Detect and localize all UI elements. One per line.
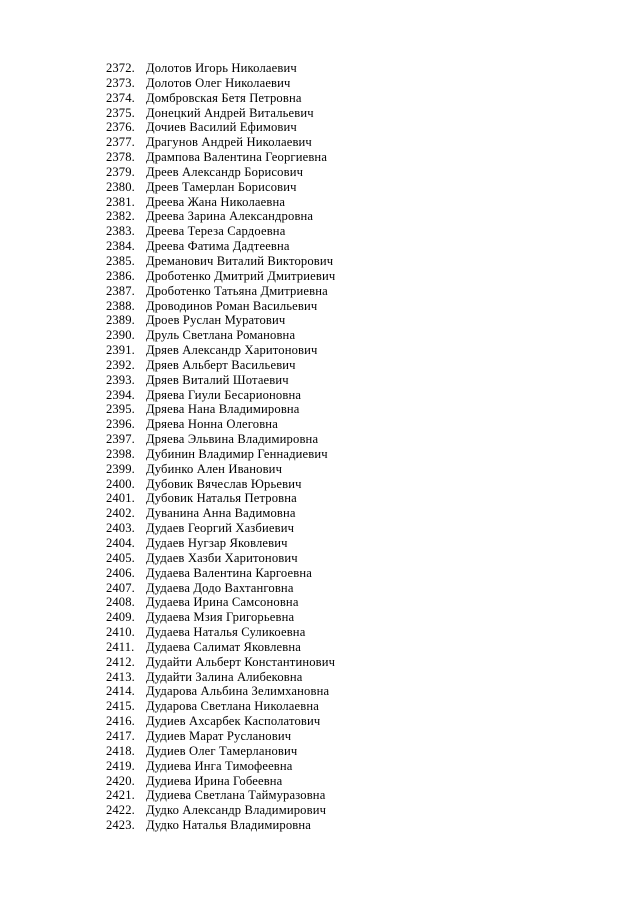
entry-number: 2389. [106,313,135,328]
entry-number: 2422. [106,803,135,818]
entry-number: 2378. [106,150,135,165]
list-item [106,269,335,284]
entry-number: 2405. [106,550,135,565]
list-item [106,135,335,150]
entry-full-name: Дудаев Хазби Харитонович [146,550,298,565]
entry-full-name: Дреев Тамерлан Борисович [146,179,297,194]
entry-full-name: Дудаева Додо Вахтанговна [146,580,294,595]
entry-full-name: Дроботенко Дмитрий Дмитриевич [146,268,336,283]
entry-full-name: Дудиева Инга Тимофеевна [146,758,293,773]
list-item [106,506,335,521]
entry-number: 2386. [106,268,135,283]
list-item [106,91,335,106]
numbered-name-list [106,61,335,833]
entry-full-name: Дочиев Василий Ефимович [146,120,297,135]
entry-number: 2408. [106,595,135,610]
list-item [106,581,335,596]
entry-full-name: Дудаева Салимат Яковлевна [146,639,301,654]
list-item [106,61,335,76]
entry-full-name: Дудко Наталья Владимировна [146,818,312,833]
entry-number: 2388. [106,298,135,313]
entry-full-name: Дубовик Наталья Петровна [146,491,297,506]
entry-full-name: Дудиева Ирина Гобеевна [146,773,283,788]
entry-number: 2401. [106,491,135,506]
entry-number: 2375. [106,105,135,120]
list-item [106,328,335,343]
entry-number: 2407. [106,580,135,595]
entry-number: 2385. [106,253,135,268]
entry-full-name: Дреманович Виталий Викторович [146,253,334,268]
entry-full-name: Дудаев Нугзар Яковлевич [146,536,288,550]
entry-number: 2376. [106,120,135,135]
list-item [106,491,335,506]
entry-full-name: Дряева Эльвина Владимировна [146,432,319,447]
entry-full-name: Домбровская Бетя Петровна [146,90,302,105]
list-item [106,417,335,432]
entry-number: 2383. [106,224,135,239]
entry-number: 2394. [106,387,135,402]
entry-full-name: Друль Светлана Романовна [146,328,296,343]
list-item [106,299,335,314]
list-item [106,106,335,121]
entry-number: 2421. [106,788,135,803]
list-item [106,744,335,759]
entry-full-name: Дреев Александр Борисович [146,164,304,179]
list-item [106,150,335,165]
entry-full-name: Драгунов Андрей Николаевич [146,135,312,150]
list-item [106,388,335,403]
list-item [106,536,335,551]
entry-full-name: Дряева Гиули Бесарионовна [146,387,302,402]
entry-number: 2390. [106,328,135,343]
entry-number: 2400. [106,476,135,491]
list-item [106,610,335,625]
list-item [106,566,335,581]
entry-number: 2411. [106,639,135,654]
list-item [106,477,335,492]
list-item [106,313,335,328]
entry-number: 2413. [106,669,135,684]
list-item [106,803,335,818]
list-item [106,788,335,803]
entry-full-name: Дудаева Мзия Григорьевна [146,610,295,625]
entry-full-name: Дудайти Залина Алибековна [146,669,303,684]
entry-full-name: Дудиева Светлана Таймуразовна [146,788,326,803]
entry-full-name: Дроботенко Татьяна Дмитриевна [146,283,328,298]
entry-number: 2384. [106,239,135,254]
entry-number: 2414. [106,684,135,699]
entry-number: 2377. [106,135,135,150]
entry-full-name: Дудиев Марат Русланович [146,728,292,743]
entry-number: 2406. [106,565,135,580]
list-item [106,774,335,789]
entry-full-name: Дубинин Владимир Геннадиевич [146,446,328,461]
entry-number: 2396. [106,417,135,432]
entry-number: 2403. [106,521,135,536]
list-item [106,402,335,417]
list-item [106,640,335,655]
entry-number: 2415. [106,699,135,714]
list-item [106,729,335,744]
entry-number: 2398. [106,446,135,461]
entry-full-name: Дудаева Валентина Каргоевна [146,565,312,580]
entry-full-name: Дреева Фатима Дадтеевна [146,239,290,254]
entry-full-name: Дроев Руслан Муратович [146,313,286,328]
entry-number: 2381. [106,194,135,209]
entry-number: 2373. [106,75,135,90]
list-item [106,684,335,699]
entry-full-name: Дудиев Олег Тамерланович [146,743,298,758]
entry-number: 2374. [106,90,135,105]
entry-number: 2402. [106,506,135,521]
entry-full-name: Дудаева Ирина Самсоновна [146,595,299,610]
entry-number: 2404. [106,536,135,550]
entry-number: 2410. [106,625,135,640]
entry-number: 2417. [106,728,135,743]
list-item [106,254,335,269]
entry-full-name: Дубинко Ален Иванович [146,461,283,476]
list-item [106,818,335,833]
entry-number: 2380. [106,179,135,194]
entry-full-name: Донецкий Андрей Витальевич [146,105,314,120]
entry-full-name: Дудаев Георгий Хазбиевич [146,521,295,536]
entry-full-name: Долотов Олег Николаевич [146,75,291,90]
entry-number: 2423. [106,818,135,833]
entry-full-name: Дудаева Наталья Суликоевна [146,625,306,640]
entry-full-name: Дряева Нана Владимировна [146,402,300,417]
entry-number: 2392. [106,357,135,372]
list-item [106,551,335,566]
entry-number: 2399. [106,461,135,476]
entry-number: 2397. [106,432,135,447]
list-item [106,655,335,670]
entry-full-name: Дряев Александр Харитонович [146,343,318,358]
list-item [106,284,335,299]
entry-full-name: Дряев Виталий Шотаевич [146,372,289,387]
list-item [106,670,335,685]
list-item [106,462,335,477]
list-item [106,595,335,610]
entry-full-name: Дубовик Вячеслав Юрьевич [146,476,302,491]
entry-number: 2382. [106,209,135,224]
list-item [106,195,335,210]
list-item [106,224,335,239]
list-item [106,521,335,536]
list-item [106,165,335,180]
entry-full-name: Дреева Тереза Сардоевна [146,224,286,239]
entry-number: 2395. [106,402,135,417]
list-item [106,447,335,462]
entry-full-name: Долотов Игорь Николаевич [146,61,297,75]
list-item [106,209,335,224]
entry-number: 2393. [106,372,135,387]
list-item [106,432,335,447]
entry-full-name: Дудиев Ахсарбек Касполатович [146,714,321,729]
entry-full-name: Дудайти Альберт Константинович [146,654,336,669]
entry-number: 2409. [106,610,135,625]
entry-full-name: Дударова Альбина Зелимхановна [146,684,330,699]
entry-number: 2418. [106,743,135,758]
entry-number: 2387. [106,283,135,298]
list-item [106,373,335,388]
list-item [106,714,335,729]
entry-number: 2379. [106,164,135,179]
entry-number: 2372. [106,61,135,75]
list-item [106,343,335,358]
entry-number: 2391. [106,343,135,358]
entry-full-name: Дреева Зарина Александровна [146,209,314,224]
entry-full-name: Дроводинов Роман Васильевич [146,298,318,313]
entry-full-name: Дряева Нонна Олеговна [146,417,278,432]
entry-full-name: Дуванина Анна Вадимовна [146,506,296,521]
entry-full-name: Дреева Жана Николаевна [146,194,286,209]
entry-number: 2416. [106,714,135,729]
entry-full-name: Дудко Александр Владимирович [146,803,327,818]
entry-number: 2412. [106,654,135,669]
entry-full-name: Дударова Светлана Николаевна [146,699,319,714]
entry-full-name: Дряев Альберт Васильевич [146,357,296,372]
entry-number: 2420. [106,773,135,788]
entry-number: 2419. [106,758,135,773]
list-item [106,625,335,640]
list-item [106,120,335,135]
list-item [106,358,335,373]
list-item [106,180,335,195]
list-item [106,76,335,91]
entry-full-name: Дрампова Валентина Георгиевна [146,150,328,165]
list-item [106,699,335,714]
list-item [106,759,335,774]
list-item [106,239,335,254]
